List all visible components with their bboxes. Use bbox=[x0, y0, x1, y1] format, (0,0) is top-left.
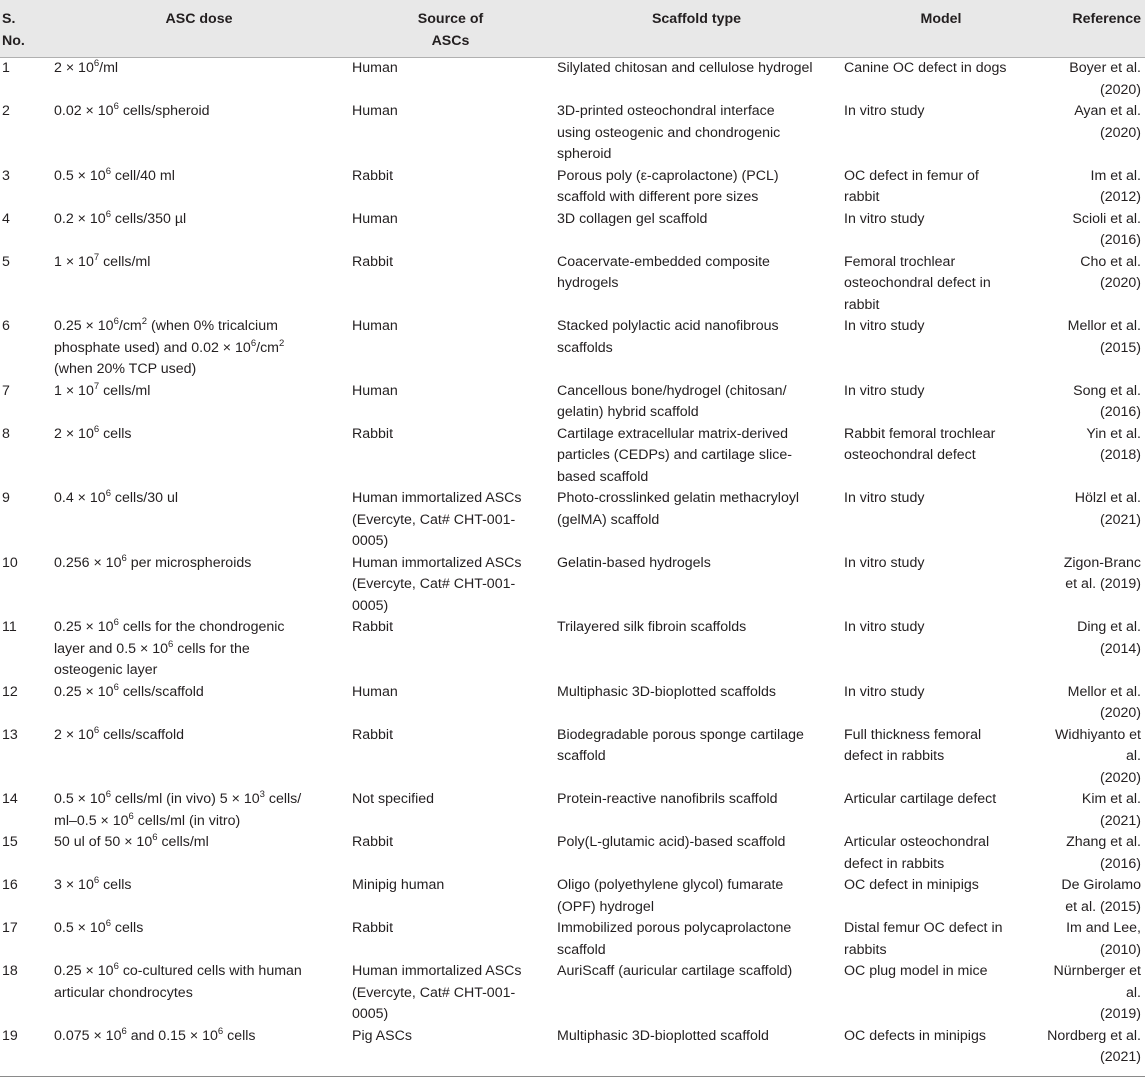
cell-source: Human bbox=[352, 103, 398, 119]
cell-source: Rabbit bbox=[352, 726, 394, 743]
cell-source: Minipig human bbox=[352, 877, 445, 893]
table-row bbox=[0, 725, 1145, 790]
cell-s-no: 4 bbox=[2, 210, 10, 227]
table-row bbox=[0, 424, 1145, 489]
cell-scaffold-type: Stacked polylactic acid nanofibrous scaffolds bbox=[557, 318, 779, 356]
cell-asc-dose: $0.5 \times 10^6$ cells/ml (in vivo) $5 \times 10^3$ cells/ $ml-0.5 \times 10^6$ cells/ml (in vitro) bbox=[54, 789, 302, 829]
cell-scaffold-type: Cancellous bone/hydrogel (chitosan/ gelatin) hybrid scaffold bbox=[557, 382, 787, 420]
cell-reference: Scioli et al. (2016) bbox=[1072, 210, 1141, 248]
cell-scaffold-type: Cartilage extracellular matrix-derived particles (CEDPs) and cartilage slice- based scaffold bbox=[557, 425, 792, 485]
cell-reference: Zhang et al. (2016) bbox=[1066, 834, 1141, 872]
header-model: Model bbox=[920, 11, 962, 27]
cell-source: Human bbox=[352, 210, 398, 227]
table-row bbox=[0, 381, 1145, 424]
cell-source: Human bbox=[352, 683, 398, 700]
cell-model: Distal femur OC defect in rabbits bbox=[844, 920, 1003, 958]
cell-s-no: 11 bbox=[2, 619, 17, 635]
cell-scaffold-type: Photo-crosslinked gelatin methacryloyl (gelMA) scaffold bbox=[557, 490, 800, 528]
cell-asc-dose: $0.5 \times 10^6$ cell/40 ml bbox=[54, 165, 175, 184]
cell-source: Rabbit bbox=[352, 619, 394, 635]
cell-reference: Widhiyanto et al. (2020) bbox=[1055, 726, 1141, 786]
cell-source: Rabbit bbox=[352, 920, 394, 936]
cell-model: OC defect in minipigs bbox=[844, 877, 979, 893]
cell-model: OC plug model in mice bbox=[844, 963, 988, 979]
cell-s-no: 6 bbox=[2, 318, 10, 334]
cell-scaffold-type: Trilayered silk fibroin scaffolds bbox=[557, 619, 747, 635]
cell-s-no: 16 bbox=[2, 877, 18, 893]
cell-source: Rabbit bbox=[352, 425, 394, 442]
cell-reference: Im et al. (2012) bbox=[1090, 167, 1141, 205]
cell-asc-dose: $0.256 \times 10^6$ per microspheroids bbox=[54, 552, 252, 571]
cell-s-no: 19 bbox=[2, 1027, 18, 1044]
table-header bbox=[0, 0, 1145, 58]
cell-model: Full thickness femoral defect in rabbits bbox=[844, 726, 982, 764]
cell-source: Human immortalized ASCs (Evercyte, Cat# CHT-001- 0005) bbox=[352, 554, 522, 614]
table-row bbox=[0, 961, 1145, 1026]
cell-model: In vitro study bbox=[844, 103, 925, 119]
cell-model: OC defects in minipigs bbox=[844, 1027, 986, 1044]
cell-asc-dose: $0.02 \times 10^6$ cells/spheroid bbox=[54, 101, 210, 119]
cell-source: Rabbit bbox=[352, 167, 394, 184]
cell-scaffold-type: Biodegradable porous sponge cartilage scaffold bbox=[557, 726, 804, 764]
cell-scaffold-type: Oligo (polyethylene glycol) fumarate (OPF) hydrogel bbox=[557, 877, 784, 915]
cell-scaffold-type: Multiphasic 3D-bioplotted scaffolds bbox=[557, 683, 776, 700]
cell-s-no: 17 bbox=[2, 920, 18, 936]
cell-scaffold-type: Silylated chitosan and cellulose hydrogel bbox=[557, 60, 813, 76]
cell-model: In vitro study bbox=[844, 210, 925, 227]
cell-s-no: 9 bbox=[2, 490, 10, 506]
cell-model: Articular osteochondral defect in rabbits bbox=[844, 834, 990, 872]
cell-s-no: 1 bbox=[2, 60, 10, 76]
cell-s-no: 18 bbox=[2, 963, 18, 979]
cell-model: In vitro study bbox=[844, 683, 925, 700]
cell-asc-dose: $0.4 \times 10^6$ cells/30 ul bbox=[54, 488, 179, 506]
cell-reference: Cho et al. (2020) bbox=[1080, 253, 1141, 291]
cell-reference: Ayan et al. (2020) bbox=[1074, 103, 1141, 141]
cell-asc-dose: $0.5 \times 10^6$ cells bbox=[54, 918, 144, 936]
cell-model: Rabbit femoral trochlear osteochondral defect bbox=[844, 425, 996, 463]
cell-model: In vitro study bbox=[844, 490, 925, 506]
cell-source: Rabbit bbox=[352, 253, 394, 270]
cell-reference: Kim et al. (2021) bbox=[1081, 791, 1141, 829]
cell-model: OC defect in femur of rabbit bbox=[844, 167, 979, 205]
cell-asc-dose: $0.075 \times 10^6$ and $0.15 \times 10^6$ cells bbox=[54, 1025, 256, 1044]
cell-source: Rabbit bbox=[352, 834, 394, 850]
cell-model: Femoral trochlear osteochondral defect in rabbit bbox=[844, 253, 991, 313]
cell-scaffold-type: Gelatin-based hydrogels bbox=[557, 554, 711, 571]
cell-s-no: 5 bbox=[2, 253, 10, 270]
table-row bbox=[0, 553, 1145, 618]
table-row bbox=[0, 316, 1145, 381]
table-row bbox=[0, 101, 1145, 166]
cell-scaffold-type: Immobilized porous polycaprolactone scaffold bbox=[557, 920, 792, 958]
cell-reference: Mellor et al. (2015) bbox=[1067, 318, 1141, 356]
cell-asc-dose: $3 \times 10^6$ cells bbox=[54, 875, 132, 893]
table-row bbox=[0, 875, 1145, 918]
cell-source: Human bbox=[352, 60, 398, 76]
table-row bbox=[0, 488, 1145, 553]
cell-reference: Nürnberger et al. (2019) bbox=[1053, 963, 1141, 1022]
table-row bbox=[0, 58, 1145, 102]
cell-scaffold-type: AuriScaff (auricular cartilage scaffold) bbox=[557, 963, 793, 979]
header-asc-dose: ASC dose bbox=[165, 11, 233, 27]
cell-asc-dose: $0.2 \times 10^6$ cells/350 µl bbox=[54, 208, 187, 227]
cell-reference: Yin et al. (2018) bbox=[1086, 425, 1141, 463]
table-row bbox=[0, 918, 1145, 961]
cell-s-no: 13 bbox=[2, 726, 18, 743]
cell-reference: Ding et al. (2014) bbox=[1077, 619, 1141, 657]
cell-model: Articular cartilage defect bbox=[844, 791, 997, 807]
table-row bbox=[0, 789, 1145, 832]
cell-model: In vitro study bbox=[844, 619, 925, 635]
cell-s-no: 15 bbox=[2, 834, 18, 850]
table-row bbox=[0, 1026, 1145, 1077]
cell-reference: Mellor et al. (2020) bbox=[1067, 683, 1141, 721]
cell-scaffold-type: Porous poly (ε-caprolactone) (PCL) scaffold with different pore sizes bbox=[557, 167, 779, 205]
cell-asc-dose: 50 ul of $50 \times 10^6$ cells/ml bbox=[54, 832, 209, 850]
cell-source: Human bbox=[352, 382, 398, 399]
cell-reference: Zigon-Branc et al. (2019) bbox=[1063, 554, 1141, 592]
cell-reference: De Girolamo et al. (2015) bbox=[1061, 877, 1141, 915]
table-row bbox=[0, 832, 1145, 875]
cell-scaffold-type: 3D-printed osteochondral interface using osteogenic and chondrogenic spheroid bbox=[557, 103, 781, 162]
cell-model: In vitro study bbox=[844, 554, 925, 571]
cell-asc-dose: $1 \times 10^7$ cells/ml bbox=[54, 251, 151, 270]
cell-asc-dose: $2 \times 10^6$ cells/scaffold bbox=[54, 724, 185, 743]
table-row bbox=[0, 166, 1145, 209]
header-reference: Reference bbox=[1072, 11, 1141, 27]
cell-s-no: 2 bbox=[2, 103, 10, 119]
header-source: Source of ASCs bbox=[417, 11, 484, 49]
cell-scaffold-type: Coacervate-embedded composite hydrogels bbox=[557, 253, 770, 291]
cell-model: In vitro study bbox=[844, 318, 925, 334]
cell-source: Human immortalized ASCs (Evercyte, Cat# CHT-001- 0005) bbox=[352, 963, 522, 1022]
cell-reference: Nordberg et al. (2021) bbox=[1047, 1027, 1141, 1065]
cell-source: Pig ASCs bbox=[352, 1027, 412, 1044]
cell-model: In vitro study bbox=[844, 382, 925, 399]
cell-scaffold-type: Poly(L-glutamic acid)-based scaffold bbox=[557, 834, 786, 850]
table-row bbox=[0, 682, 1145, 725]
table-body bbox=[0, 58, 1145, 1077]
cell-source: Not specified bbox=[352, 791, 435, 807]
header-s-no: S. No. bbox=[2, 11, 25, 49]
cell-scaffold-type: Multiphasic 3D-bioplotted scaffold bbox=[557, 1027, 769, 1044]
cell-reference: Im and Lee, (2010) bbox=[1066, 920, 1141, 958]
cell-s-no: 7 bbox=[2, 382, 10, 399]
cell-source: Human immortalized ASCs (Evercyte, Cat# CHT-001- 0005) bbox=[352, 490, 522, 549]
cell-asc-dose: $0.25 \times 10^6$ co-cultured cells with human articular chondrocytes bbox=[54, 961, 302, 1001]
table-row bbox=[0, 209, 1145, 252]
cell-s-no: 14 bbox=[2, 791, 18, 807]
cell-asc-dose: $0.25 \times 10^6/cm^2$ (when 0% tricalcium phosphate used) and $0.02 \times 10^6/cm^2$ (when 20% TCP used) bbox=[54, 316, 285, 377]
cell-s-no: 3 bbox=[2, 167, 10, 184]
cell-scaffold-type: Protein-reactive nanofibrils scaffold bbox=[557, 791, 778, 807]
header-scaffold-type: Scaffold type bbox=[651, 11, 742, 27]
cell-asc-dose: $1 \times 10^7$ cells/ml bbox=[54, 380, 151, 399]
cell-asc-dose: $0.25 \times 10^6$ cells for the chondrogenic layer and $0.5 \times 10^6$ cells for the osteogenic layer bbox=[54, 617, 285, 678]
cell-reference: Hölzl et al. (2021) bbox=[1074, 490, 1141, 528]
cell-s-no: 12 bbox=[2, 683, 18, 700]
header-row bbox=[0, 0, 1145, 58]
cell-reference: Boyer et al. (2020) bbox=[1069, 60, 1141, 98]
cell-model: Canine OC defect in dogs bbox=[844, 60, 1007, 76]
cell-asc-dose: $0.25 \times 10^6$ cells/scaffold bbox=[54, 681, 204, 700]
table-row bbox=[0, 617, 1145, 682]
cell-s-no: 8 bbox=[2, 425, 10, 442]
cell-s-no: 10 bbox=[2, 554, 18, 571]
cell-source: Human bbox=[352, 318, 398, 334]
cell-scaffold-type: 3D collagen gel scaffold bbox=[557, 210, 708, 227]
cell-asc-dose: $2 \times 10^6/ml$ bbox=[54, 58, 119, 76]
table-row bbox=[0, 252, 1145, 317]
cell-reference: Song et al. (2016) bbox=[1073, 382, 1141, 420]
cell-asc-dose: $2 \times 10^6$ cells bbox=[54, 423, 132, 442]
